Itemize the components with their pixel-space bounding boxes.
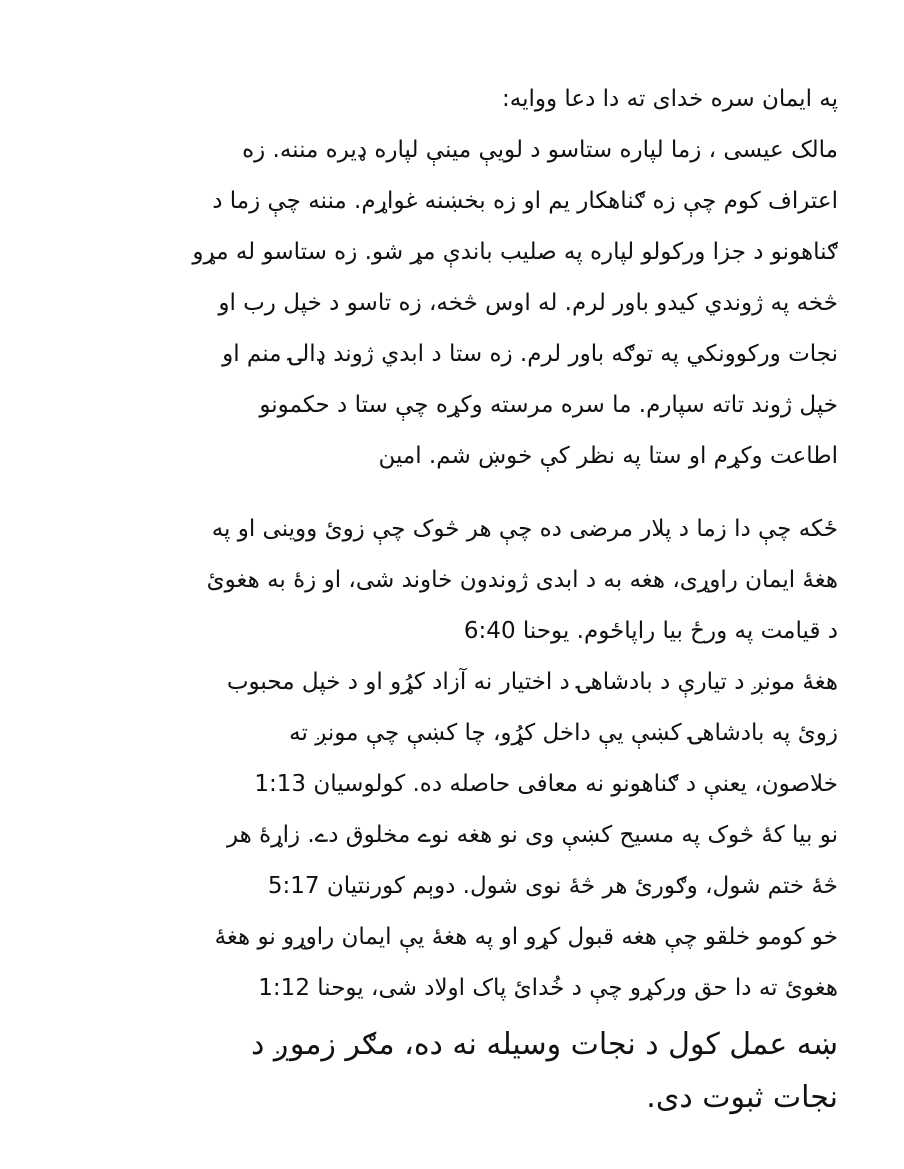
verse-line: هغوئ ته دا حق ورکړو چې د خُدائ پاک اولاد شی، یوحنا 1:12 (258, 975, 838, 1001)
verse-line: زوئ په بادشاهۍ کښې يې داخل کړُو، چا کښې چې مونږ ته (289, 720, 838, 746)
verse-line: د قیامت په ورځ بیا راپاځوم. یوحنا 6:40 (463, 618, 838, 644)
prayer-line: خپل ژوند تاته سپارم. ما سره مرسته وکړه چې ستا د حکمونو (259, 392, 838, 418)
prayer-line: ګناهونو د جزا ورکولو لپاره په صليب باندې مړ شو. زه ستاسو له مړو (192, 239, 838, 265)
closing-line: ښه عمل کول د نجات وسیله نه ده، مګر زموږ د (251, 1027, 838, 1062)
verse-line: څهٔ ختم شول، وګورئ هر څهٔ نوی شول. دوېم کورنتیان 5:17 (267, 873, 838, 899)
closing-paragraph (160, 1018, 838, 1124)
verse-line: نو بیا کهٔ څوک په مسيح کښې وی نو هغه نوے مخلوق دے. زاړهٔ هر (226, 822, 838, 848)
prayer-paragraph (60, 74, 838, 482)
verse-line: خلاصون، يعنې د ګناهونو نه معافی حاصله ده. کولوسیان 1:13 (254, 771, 838, 797)
prayer-line: مالک عیسی ، زما لپاره ستاسو د لويې مينې لپاره ډيره مننه. زه (242, 137, 838, 163)
verse-line: هغهٔ مونږ د تیارې د بادشاهۍ د اختیار نه آزاد کړُو او د خپل محبوب (226, 669, 838, 695)
prayer-line: اعتراف کوم چې زه ګناهکار يم او زه بخښنه غواړم. مننه چې زما د (212, 188, 838, 214)
prayer-line: څخه په ژوندي کيدو باور لرم. له اوس څخه، زه تاسو د خپل رب او (218, 290, 838, 316)
prayer-line: اطاعت وکړم او ستا په نظر کې خوښ شم. امين (378, 443, 838, 469)
prayer-intro-line: په ایمان سره خدای ته دا دعا ووایه: (501, 86, 838, 112)
verse-line: خو کومو خلقو چې هغه قبول کړو او په هغهٔ يې ایمان راوړو نو هغهٔ (214, 924, 838, 950)
verses-paragraph (60, 504, 838, 1014)
closing-line: نجات ثبوت دی. (646, 1080, 838, 1115)
prayer-line: نجات ورکوونکي په توګه باور لرم. زه ستا د ابدي ژوند ډالۍ منم او (222, 341, 838, 367)
verse-line: ځکه چې دا زما د پلار مرضی ده چې هر څوک چې زوئ ووینی او په (211, 516, 838, 542)
verse-line: هغهٔ ایمان راوړی، هغه به د ابدی ژوندون خاوند شی، او زهٔ به هغوئ (206, 567, 838, 593)
